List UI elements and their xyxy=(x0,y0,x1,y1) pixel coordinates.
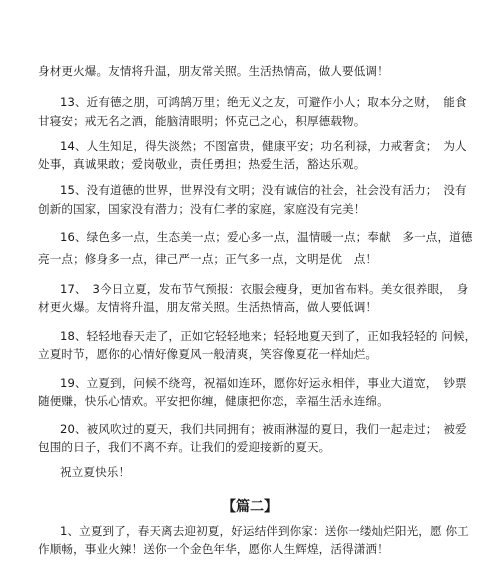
text-line: 创新的国家，国家没有潜力；没有仁孝的家庭，家庭没有完美！ xyxy=(38,202,366,216)
closing-line: 祝立夏快乐！ xyxy=(60,465,131,479)
text-line: 作顺畅，事业火辣！送你一个金色年华，愿你人生辉煌，活得潇洒！ xyxy=(38,542,389,556)
text-line: 16、绿色多一点，生态美一点；爱心多一点，温情暖一点；奉献 多一点，道德 xyxy=(60,230,473,244)
text-line: 1、立夏到了，春天离去迎初夏，好运结伴到你家：送你一缕灿烂阳光，愿 你工 xyxy=(60,524,469,538)
text-line: 包围的日子，我们不离不弃。让我们的爱迎接新的夏天。 xyxy=(38,440,331,454)
text-line: 20、被风吹过的夏天，我们共同拥有；被雨淋湿的夏日，我们一起走过； 被爱 xyxy=(60,422,467,436)
text-line: 17、 3今日立夏，发布节气预报：衣服会瘦身，更加省布料。美女很养眼， 身 xyxy=(60,282,469,296)
text-line: 13、近有德之朋，可鸿鹄万里；绝无义之友，可避作小人；取本分之财， 能食 xyxy=(60,95,467,109)
text-line: 随便赚，快乐心情欢。平安把你缠，健康把你恋，幸福生活永连绵。 xyxy=(38,394,389,408)
text-line: 身材更火爆。友情将升温，朋友常关照。生活热情高，做人要低调！ xyxy=(38,64,389,78)
text-line: 材更火爆。友情将升温，朋友常关照。生活热情高，做人要低调！ xyxy=(38,300,378,314)
text-line: 18、轻轻地春天走了，正如它轻轻地来；轻轻地夏天到了，正如我轻轻的 问候， xyxy=(60,329,477,343)
text-line: 亮一点；修身多一点，律己严一点；正气多一点，文明是优 点！ xyxy=(38,252,378,266)
text-line: 处事，真诚果敢；爱岗敬业，责任勇担；热爱生活，豁达乐观。 xyxy=(38,157,366,171)
text-line: 14、人生知足，得失淡然；不图富贵，健康平安；功名利禄，力戒奢贪； 为人 xyxy=(60,139,467,153)
text-line: 15、没有道德的世界，世界没有文明；没有诚信的社会，社会没有活力； 没有 xyxy=(60,183,467,197)
section-heading: 【篇二】 xyxy=(222,499,278,515)
text-line: 甘寝安；戒无名之酒，能脑清眼明；怀克己之心，积厚德载物。 xyxy=(38,114,366,128)
text-line: 19、立夏到，问候不绕弯，祝福如连环，愿你好运永相伴，事业大道宽， 钞票 xyxy=(60,376,467,390)
text-line: 立夏时节，愿你的心情好像夏风一般清爽，笑容像夏花一样灿烂。 xyxy=(38,347,378,361)
